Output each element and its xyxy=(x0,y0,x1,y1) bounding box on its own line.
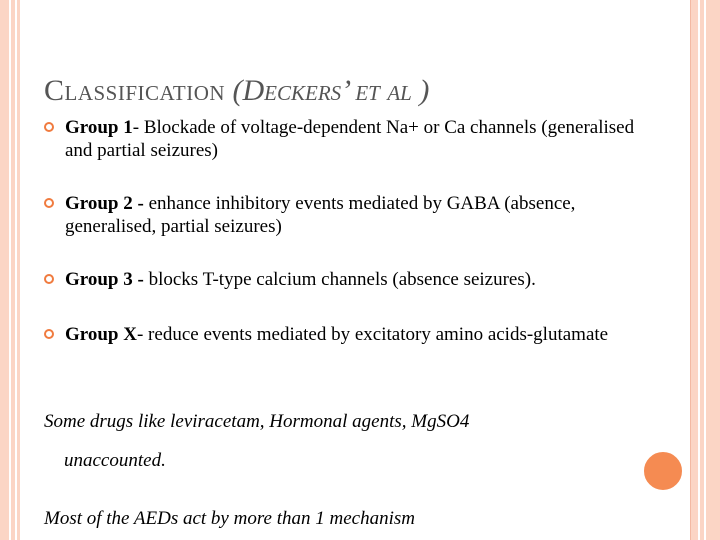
bullet-group-1 xyxy=(44,116,664,162)
bullet-icon xyxy=(44,329,54,339)
bullet-text: - Blockade of voltage-dependent Na+ or Ca channels (generalised and partial seizures) xyxy=(65,117,635,161)
title-main: Classification xyxy=(44,74,226,107)
note-line-3: Most of the AEDs act by more than 1 mechanism xyxy=(44,508,415,529)
accent-circle xyxy=(641,449,685,493)
note-line-2: unaccounted. xyxy=(64,450,166,471)
left-decorative-border xyxy=(0,0,20,540)
note-line-1: Some drugs like leviracetam, Hormonal agents, MgSO4 xyxy=(44,411,470,432)
bullet-icon xyxy=(44,122,54,132)
bullet-icon xyxy=(44,274,54,284)
bullet-label: Group X xyxy=(65,324,137,345)
bullet-icon xyxy=(44,198,54,208)
bullet-text: - reduce events mediated by excitatory amino acids-glutamate xyxy=(136,324,609,345)
bullet-group-3 xyxy=(44,268,664,291)
slide-title xyxy=(44,74,429,108)
right-decorative-border xyxy=(690,0,720,540)
bullet-text: enhance inhibitory events mediated by GABA (absence, generalised, partial seizures) xyxy=(65,193,576,237)
bullet-label: Group 2 - xyxy=(65,193,144,214)
bullet-label: Group 3 - xyxy=(65,269,144,290)
title-sub: (Deckers’ et al ) xyxy=(232,74,430,107)
bullet-group-2 xyxy=(44,192,664,238)
bullet-label: Group 1 xyxy=(65,117,133,138)
bullet-text: blocks T-type calcium channels (absence seizures). xyxy=(143,269,536,290)
bullet-group-x xyxy=(44,323,664,346)
